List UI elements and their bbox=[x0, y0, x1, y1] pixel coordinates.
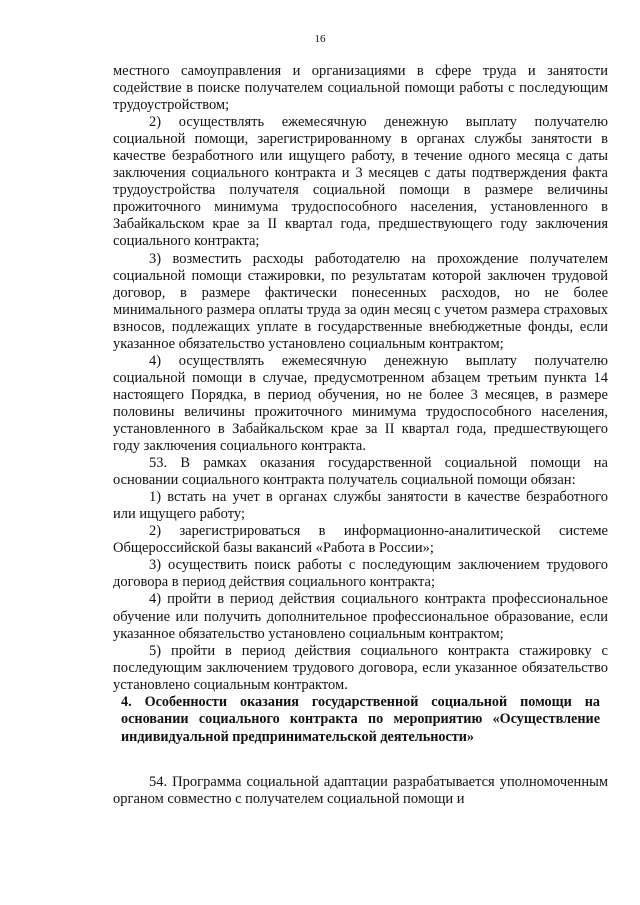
paragraph-clause-53: 53. В рамках оказания государственной социальной помощи на основании социального контракта получатель социальной помощи обязан: bbox=[113, 455, 608, 489]
paragraph-obligation-5: 5) пройти в период действия социального контракта стажировку с последующим заключением трудового договора, если указанное обязательство установлено социальным контрактом. bbox=[113, 642, 608, 693]
paragraph-item-3-employer-reimbursement: 3) возместить расходы работодателю на прохождение получателем социальной помощи стажировки, по результатам которой заключен трудовой договор, в размере фактически понесенных расходов, но не более минимального размера оплаты труда за один месяц с учетом размера страховых взносов, подлежащих уплате в государственные внебюджетные фонды, если указанное обязательство установлено социальным контрактом; bbox=[113, 250, 608, 352]
paragraph-obligation-2: 2) зарегистрироваться в информационно-аналитической системе Общероссийской базы вакансий «Работа в России»; bbox=[113, 523, 608, 557]
paragraph-item-2-monthly-payment: 2) осуществлять ежемесячную денежную выплату получателю социальной помощи, зарегистрированному в органах службы занятости в качестве безработного или ищущего работу, в течение одного месяца с даты заключения социального контракта и 3 месяцев с даты подтверждения факта трудоустройства получателя социальной помощи в размере величины прожиточного минимума трудоспособного населения, установленного в Забайкальском крае за II квартал года, предшествующего году заключения социального контракта; bbox=[113, 114, 608, 250]
paragraph-obligation-4: 4) пройти в период действия социального контракта профессиональное обучение или получить дополнительное профессиональное образование, если указанное обязательство установлено социальным контрактом; bbox=[113, 591, 608, 642]
page-number: 16 bbox=[314, 33, 326, 45]
paragraph-item-4-training-payment: 4) осуществлять ежемесячную денежную выплату получателю социальной помощи в случае, предусмотренном абзацем третьим пункта 14 настоящего Порядка, в период обучения, но не более 3 месяцев, в размере половины величины прожиточного минимума трудоспособного населения, установленного в Забайкальском крае за II квартал года, предшествующего году заключения социального контракта. bbox=[113, 352, 608, 455]
paragraph-obligation-1: 1) встать на учет в органах службы занятости в качестве безработного или ищущего работу; bbox=[113, 489, 608, 523]
paragraph-continuation: местного самоуправления и организациями в сфере труда и занятости содействие в поиске получателем социальной помощи работы с последующим трудоустройством; bbox=[113, 63, 608, 114]
section-heading: 4. Особенности оказания государственной социальной помощи на основании социального контракта по мероприятию «Осуществление индивидуальной предпринимательской деятельности» bbox=[121, 693, 600, 745]
paragraph-clause-54: 54. Программа социальной адаптации разрабатывается уполномоченным органом совместно с получателем социальной помощи и bbox=[113, 774, 608, 808]
paragraph-obligation-3: 3) осуществить поиск работы с последующим заключением трудового договора в период действия социального контракта; bbox=[113, 557, 608, 591]
document-body bbox=[113, 63, 608, 808]
